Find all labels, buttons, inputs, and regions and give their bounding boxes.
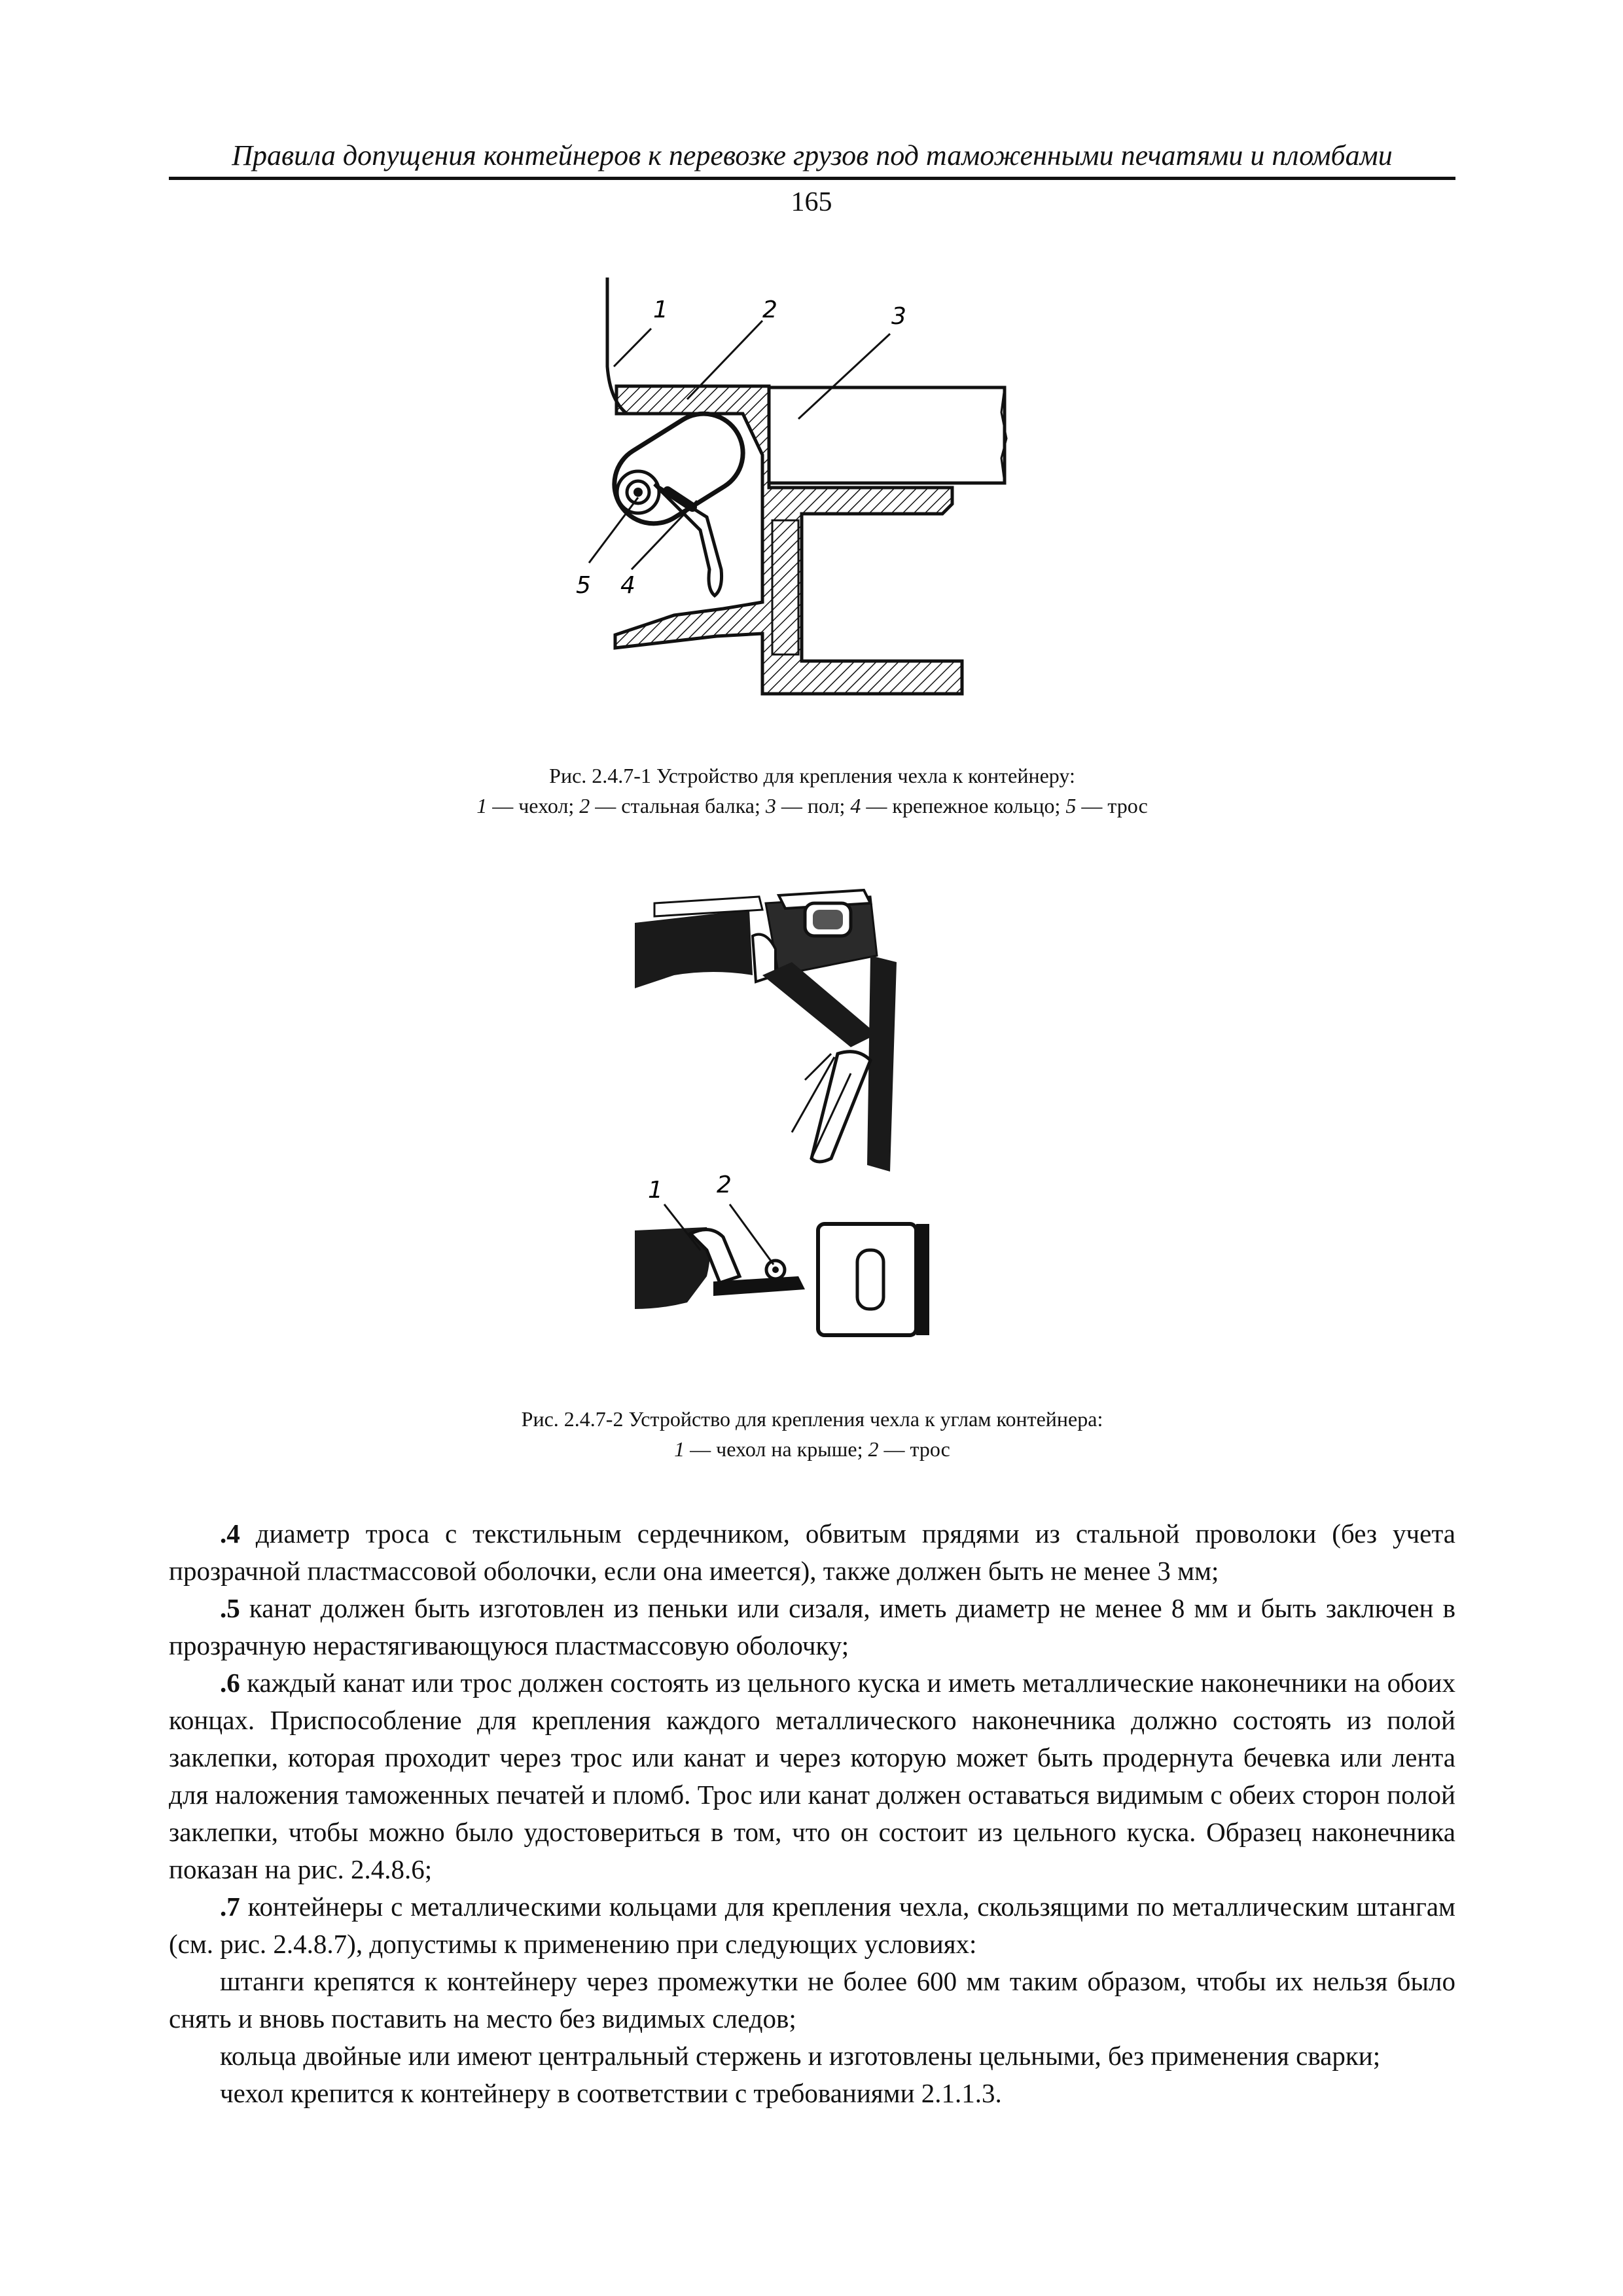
paragraph-4: .4 диаметр троса с текстильным сердечником, обвитым прядями из стальной проволоки (без учета прозрачной пластмассовой оболочки, если она имеется), также должен быть не менее 3 мм;	[169, 1518, 1455, 1586]
body-text	[169, 1515, 1455, 2112]
figure-corner-fastening-illustration	[635, 884, 1001, 1355]
figure1-label: 2	[762, 296, 777, 323]
figure2-legend: 1 — чехол на крыше; 2 — трос	[674, 1437, 950, 1461]
page-number: 165	[791, 187, 832, 217]
condition-rings: кольца двойные или имеют центральный стержень и изготовлены цельными, без применения сварки;	[220, 2041, 1381, 2071]
figure-cover-fastening-drawing	[576, 262, 1034, 733]
roof-cover-shape	[635, 910, 753, 988]
running-header: Правила допущения контейнеров к перевозке грузов под таможенными печатями и пломбами	[232, 139, 1393, 171]
figure1-caption-title: Рис. 2.4.7-1 Устройство для крепления чехла к контейнеру:	[549, 764, 1075, 787]
condition-cover: чехол крепится к контейнеру в соответствии с требованиями 2.1.1.3.	[220, 2078, 1002, 2108]
figure1-label: 4	[620, 572, 635, 599]
paragraph-7: .7 контейнеры с металлическими кольцами для крепления чехла, скользящими по металлическим штангам (см. рис. 2.4.8.7), допустимы к применению при следующих условиях:	[169, 1892, 1455, 1959]
figure2-label: 2	[717, 1172, 732, 1198]
paragraph-5: .5 канат должен быть изготовлен из пеньки или сизаля, иметь диаметр не менее 8 мм и быть заключен в прозрачную нерастягивающуюся пластмассовую оболочку;	[169, 1593, 1455, 1660]
header-rule	[169, 177, 1455, 180]
figure1-label: 1	[653, 296, 668, 323]
figure2-label: 1	[648, 1177, 663, 1204]
paragraph-6: .6 каждый канат или трос должен состоять из цельного куска и иметь металлические наконечники на обоих концах. Приспособление для крепления каждого металлического наконечника должно состоять из полой заклепки, которая проходит через трос или канат и через которую может быть продернута бечевка или лента для наложения таможенных печатей и пломб. Трос или канат должен оставаться видимым с обеих сторон полой заклепки, чтобы можно было удостовериться в том, что он состоит из цельного куска. Образец наконечника показан на рис. 2.4.8.6;	[169, 1668, 1455, 1884]
figure1-legend: 1 — чехол; 2 — стальная балка; 3 — пол; 4 — крепежное кольцо; 5 — трос	[476, 794, 1148, 817]
figure1-label: 5	[576, 572, 591, 599]
figure1-caption	[169, 761, 1455, 821]
figure2-caption	[169, 1404, 1455, 1464]
figure2-caption-title: Рис. 2.4.7-2 Устройство для крепления чехла к углам контейнера:	[521, 1407, 1103, 1431]
floor-shape	[769, 387, 1005, 483]
condition-rods: штанги крепятся к контейнеру через промежутки не более 600 мм таким образом, чтобы их нельзя было снять и вновь поставить на место без видимых следов;	[169, 1966, 1455, 2034]
figure1-label: 3	[891, 303, 906, 330]
